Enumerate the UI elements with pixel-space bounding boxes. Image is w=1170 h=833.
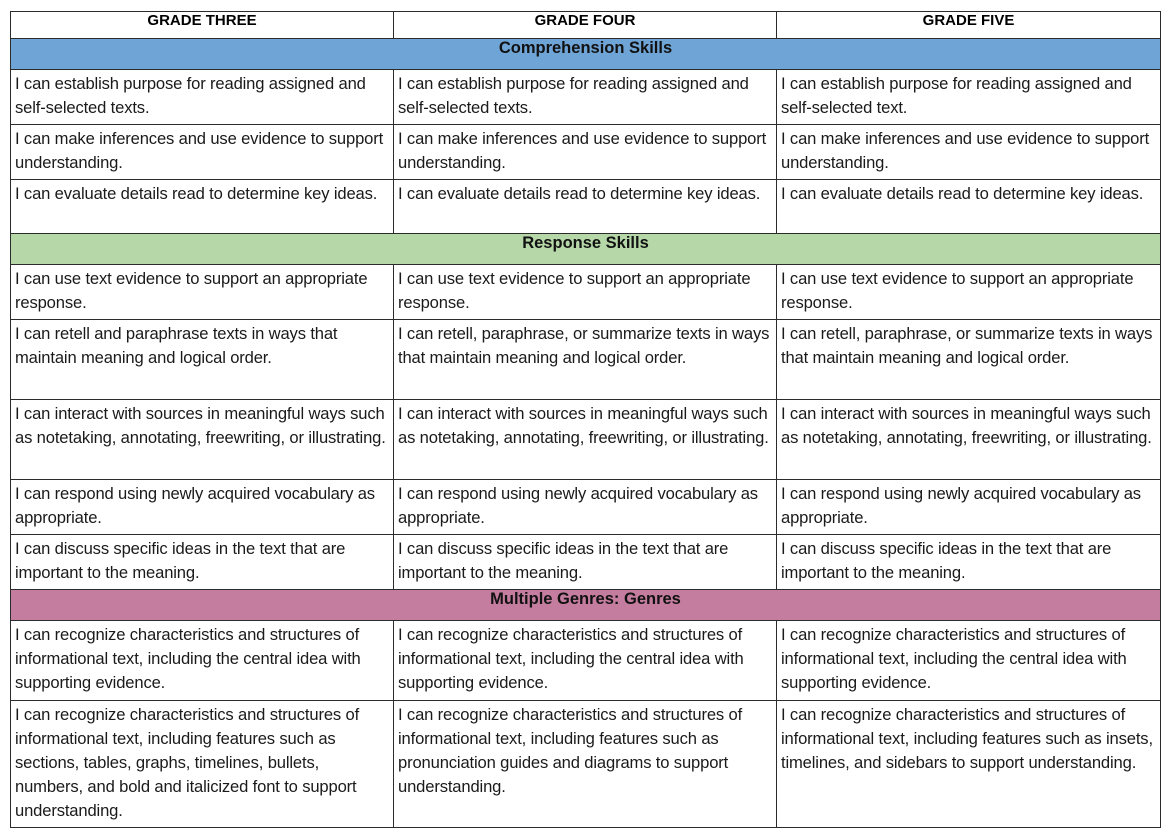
cell-grade-five: I can interact with sources in meaningful ways such as notetaking, annotating, freewriting, or illustrating.: [777, 400, 1161, 480]
cell-grade-three: I can make inferences and use evidence to support understanding.: [11, 125, 394, 180]
table-row: [11, 265, 1161, 320]
table-row: [11, 701, 1161, 828]
cell-grade-four: I can interact with sources in meaningful ways such as notetaking, annotating, freewriting, or illustrating.: [394, 400, 777, 480]
section-row-genres: [11, 590, 1161, 621]
cell-grade-three: I can retell and paraphrase texts in ways that maintain meaning and logical order.: [11, 320, 394, 400]
cell-grade-three: I can discuss specific ideas in the text that are important to the meaning.: [11, 535, 394, 590]
section-title-comprehension: Comprehension Skills: [11, 39, 1161, 70]
cell-grade-five: I can retell, paraphrase, or summarize texts in ways that maintain meaning and logical order.: [777, 320, 1161, 400]
table-row: [11, 480, 1161, 535]
cell-grade-four: I can establish purpose for reading assigned and self-selected texts.: [394, 70, 777, 125]
cell-grade-five: I can establish purpose for reading assigned and self-selected text.: [777, 70, 1161, 125]
column-header-grade-three: GRADE THREE: [11, 12, 394, 39]
section-row-comprehension: [11, 39, 1161, 70]
cell-grade-three: I can evaluate details read to determine key ideas.: [11, 180, 394, 234]
cell-grade-five: I can respond using newly acquired vocabulary as appropriate.: [777, 480, 1161, 535]
cell-grade-three: I can use text evidence to support an appropriate response.: [11, 265, 394, 320]
cell-grade-three: I can interact with sources in meaningful ways such as notetaking, annotating, freewriting, or illustrating.: [11, 400, 394, 480]
section-title-response: Response Skills: [11, 234, 1161, 265]
table-row: [11, 535, 1161, 590]
cell-grade-three: I can establish purpose for reading assigned and self-selected texts.: [11, 70, 394, 125]
table-row: [11, 70, 1161, 125]
section-title-genres: Multiple Genres: Genres: [11, 590, 1161, 621]
cell-grade-three: I can recognize characteristics and structures of informational text, including features such as sections, tables, graphs, timelines, bullets, numbers, and bold and italicized font to support understanding.: [11, 701, 394, 828]
cell-grade-four: I can recognize characteristics and structures of informational text, including the central idea with supporting evidence.: [394, 621, 777, 701]
cell-grade-three: I can recognize characteristics and structures of informational text, including the central idea with supporting evidence.: [11, 621, 394, 701]
cell-grade-three: I can respond using newly acquired vocabulary as appropriate.: [11, 480, 394, 535]
cell-grade-four: I can use text evidence to support an appropriate response.: [394, 265, 777, 320]
cell-grade-four: I can evaluate details read to determine key ideas.: [394, 180, 777, 234]
cell-grade-five: I can make inferences and use evidence to support understanding.: [777, 125, 1161, 180]
section-row-response: [11, 234, 1161, 265]
table-row: [11, 180, 1161, 234]
cell-grade-five: I can recognize characteristics and structures of informational text, including features such as insets, timelines, and sidebars to support understanding.: [777, 701, 1161, 828]
grade-standards-table: [10, 11, 1161, 828]
cell-grade-five: I can evaluate details read to determine key ideas.: [777, 180, 1161, 234]
grade-header-row: [11, 12, 1161, 39]
cell-grade-four: I can make inferences and use evidence to support understanding.: [394, 125, 777, 180]
column-header-grade-four: GRADE FOUR: [394, 12, 777, 39]
table-row: [11, 125, 1161, 180]
column-header-grade-five: GRADE FIVE: [777, 12, 1161, 39]
cell-grade-five: I can recognize characteristics and structures of informational text, including the central idea with supporting evidence.: [777, 621, 1161, 701]
table-row: [11, 400, 1161, 480]
cell-grade-four: I can respond using newly acquired vocabulary as appropriate.: [394, 480, 777, 535]
cell-grade-four: I can recognize characteristics and structures of informational text, including features such as pronunciation guides and diagrams to support understanding.: [394, 701, 777, 828]
cell-grade-five: I can discuss specific ideas in the text that are important to the meaning.: [777, 535, 1161, 590]
table-row: [11, 320, 1161, 400]
cell-grade-four: I can retell, paraphrase, or summarize texts in ways that maintain meaning and logical order.: [394, 320, 777, 400]
cell-grade-five: I can use text evidence to support an appropriate response.: [777, 265, 1161, 320]
table-row: [11, 621, 1161, 701]
cell-grade-four: I can discuss specific ideas in the text that are important to the meaning.: [394, 535, 777, 590]
